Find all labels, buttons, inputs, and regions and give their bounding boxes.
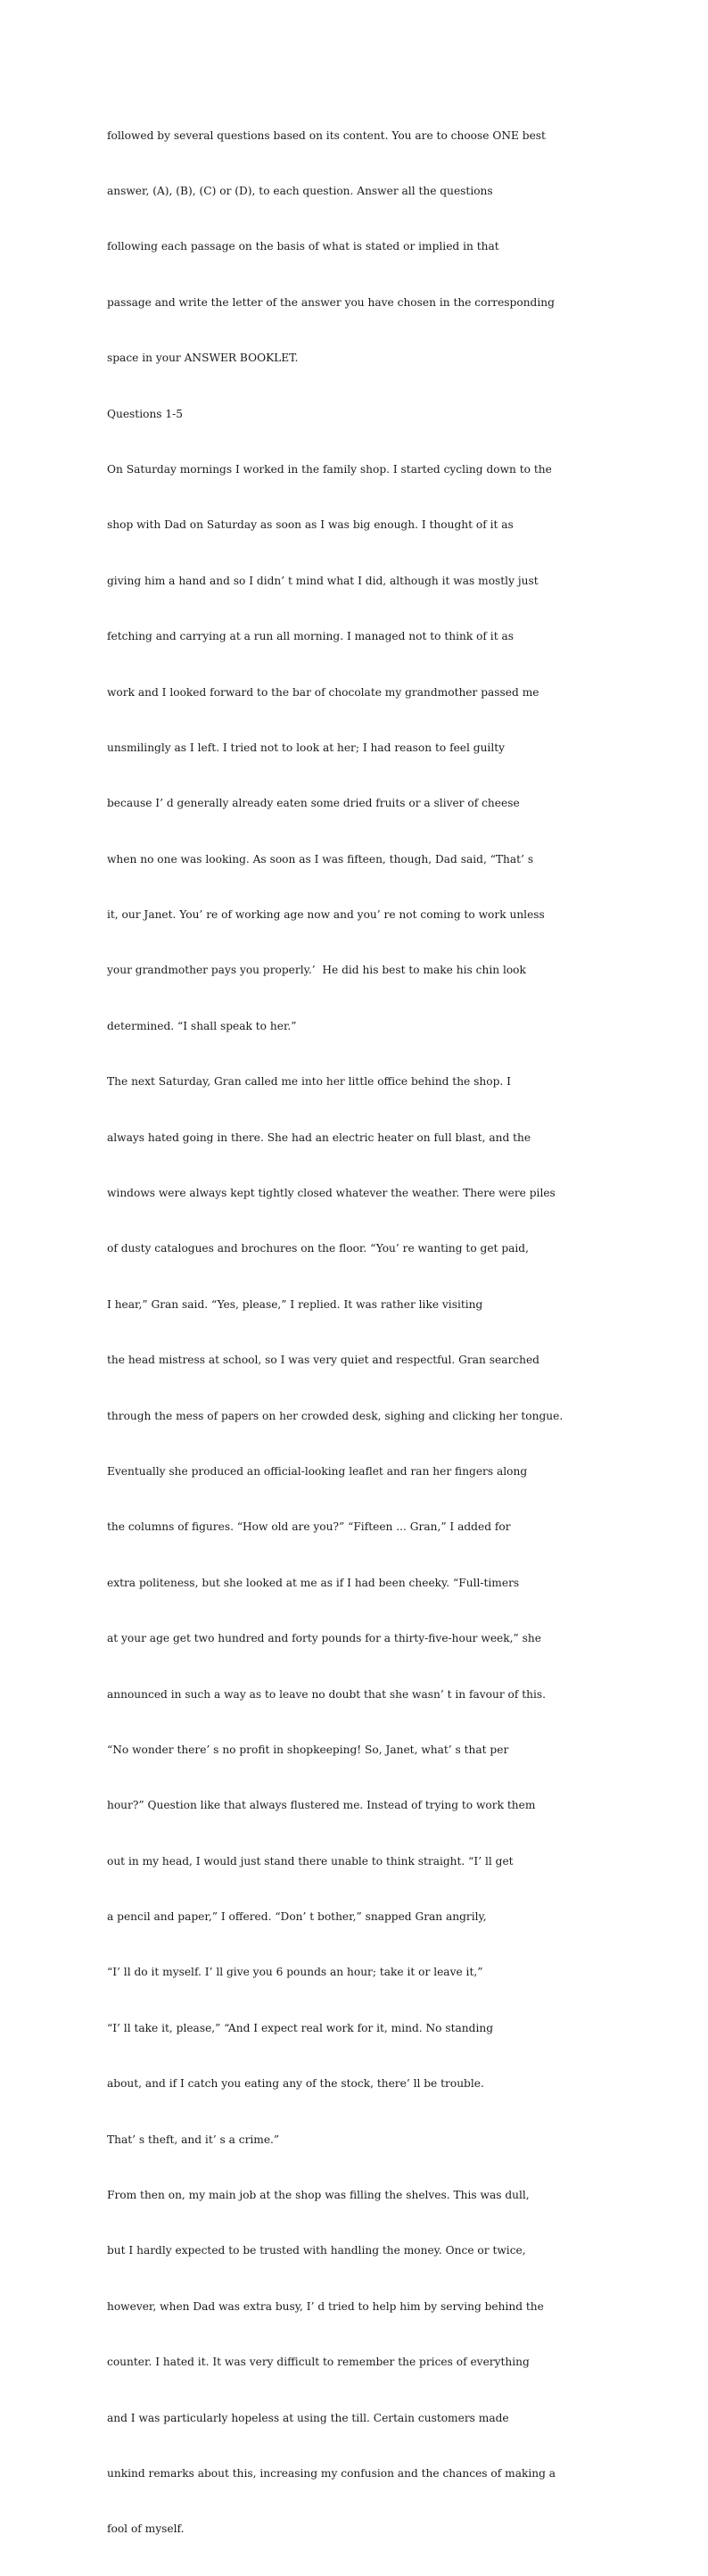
passage-line: The next Saturday, Gran called me into her little office behind the shop. I (107, 1075, 511, 1089)
instructions-line: passage and write the letter of the answer you have chosen in the corresponding (107, 295, 555, 309)
passage-line: That’ s theft, and it’ s a crime.” (107, 2133, 280, 2146)
passage-line: “No wonder there’ s no profit in shopkeeping! So, Janet, what’ s that per (107, 1743, 509, 1756)
passage-line: of dusty catalogues and brochures on the floor. “You’ re wanting to get paid, (107, 1242, 529, 1255)
passage-line: work and I looked forward to the bar of chocolate my grandmother passed me (107, 685, 539, 699)
passage-line: your grandmother pays you properly.’ He did his best to make his chin look (107, 964, 526, 977)
passage-line: shop with Dad on Saturday as soon as I was big enough. I thought of it as (107, 518, 514, 532)
passage-line: “I’ ll do it myself. I’ ll give you 6 pounds an hour; take it or leave it,” (107, 1966, 483, 1979)
instructions-line: following each passage on the basis of what is stated or implied in that (107, 240, 499, 253)
passage-line: determined. “I shall speak to her.” (107, 1019, 297, 1032)
passage-text (107, 89, 615, 2576)
passage-line: when no one was looking. As soon as I was fifteen, though, Dad said, “That’ s (107, 852, 534, 866)
passage-line: On Saturday mornings I worked in the family shop. I started cycling down to the (107, 462, 552, 476)
passage-line: From then on, my main job at the shop was filling the shelves. This was dull, (107, 2189, 530, 2202)
passage-line: counter. I hated it. It was very difficult to remember the prices of everything (107, 2356, 530, 2369)
passage-line: out in my head, I would just stand there unable to think straight. “I’ ll get (107, 1854, 514, 1868)
passage-line: unkind remarks about this, increasing my confusion and the chances of making a (107, 2467, 556, 2480)
passage-line: “I’ ll take it, please,” “And I expect real work for it, mind. No standing (107, 2021, 494, 2034)
passage-line: however, when Dad was extra busy, I’ d tried to help him by serving behind the (107, 2299, 544, 2313)
passage-line: it, our Janet. You’ re of working age now and you’ re not coming to work unless (107, 908, 545, 922)
passage-line: the head mistress at school, so I was very quiet and respectful. Gran searched (107, 1354, 539, 1367)
passage-line: fetching and carrying at a run all morning. I managed not to think of it as (107, 630, 514, 643)
passage-line: but I hardly expected to be trusted with handling the money. Once or twice, (107, 2244, 526, 2257)
passage-line: about, and if I catch you eating any of the stock, there’ ll be trouble. (107, 2077, 484, 2091)
instructions-line: space in your ANSWER BOOKLET. (107, 352, 299, 365)
passage-line: because I’ d generally already eaten some dried fruits or a sliver of cheese (107, 797, 520, 810)
passage-line: the columns of figures. “How old are you?” “Fifteen ... Gran,” I added for (107, 1520, 511, 1534)
instructions-line: followed by several questions based on its content. You are to choose ONE best (107, 128, 546, 142)
instructions-line: answer, (A), (B), (C) or (D), to each question. Answer all the questions (107, 184, 493, 197)
passage-line: giving him a hand and so I didn’ t mind what I did, although it was mostly just (107, 574, 539, 587)
passage-line: always hated going in there. She had an electric heater on full blast, and the (107, 1131, 531, 1144)
passage-line: hour?” Question like that always flustered me. Instead of trying to work them (107, 1799, 536, 1812)
passage-line: fool of myself. (107, 2522, 185, 2536)
passage-line: extra politeness, but she looked at me as if I had been cheeky. “Full-timers (107, 1576, 520, 1589)
passage-line: I hear,” Gran said. “Yes, please,” I replied. It was rather like visiting (107, 1297, 483, 1311)
passage-line: unsmilingly as I left. I tried not to look at her; I had reason to feel guilty (107, 741, 506, 754)
passage-line: at your age get two hundred and forty pounds for a thirty-five-hour week,” she (107, 1632, 541, 1645)
passage-line: and I was particularly hopeless at using the till. Certain customers made (107, 2411, 509, 2424)
passage-line: a pencil and paper,” I offered. “Don’ t bother,” snapped Gran angrily, (107, 1910, 487, 1924)
passage-line: windows were always kept tightly closed whatever the weather. There were piles (107, 1187, 556, 1200)
passage-line: Eventually she produced an official-looking leaflet and ran her fingers along (107, 1464, 528, 1478)
passage-line: announced in such a way as to leave no doubt that she wasn’ t in favour of this. (107, 1687, 547, 1701)
section-heading: Questions 1-5 (107, 407, 184, 420)
passage-line: through the mess of papers on her crowded desk, sighing and clicking her tongue. (107, 1409, 564, 1422)
